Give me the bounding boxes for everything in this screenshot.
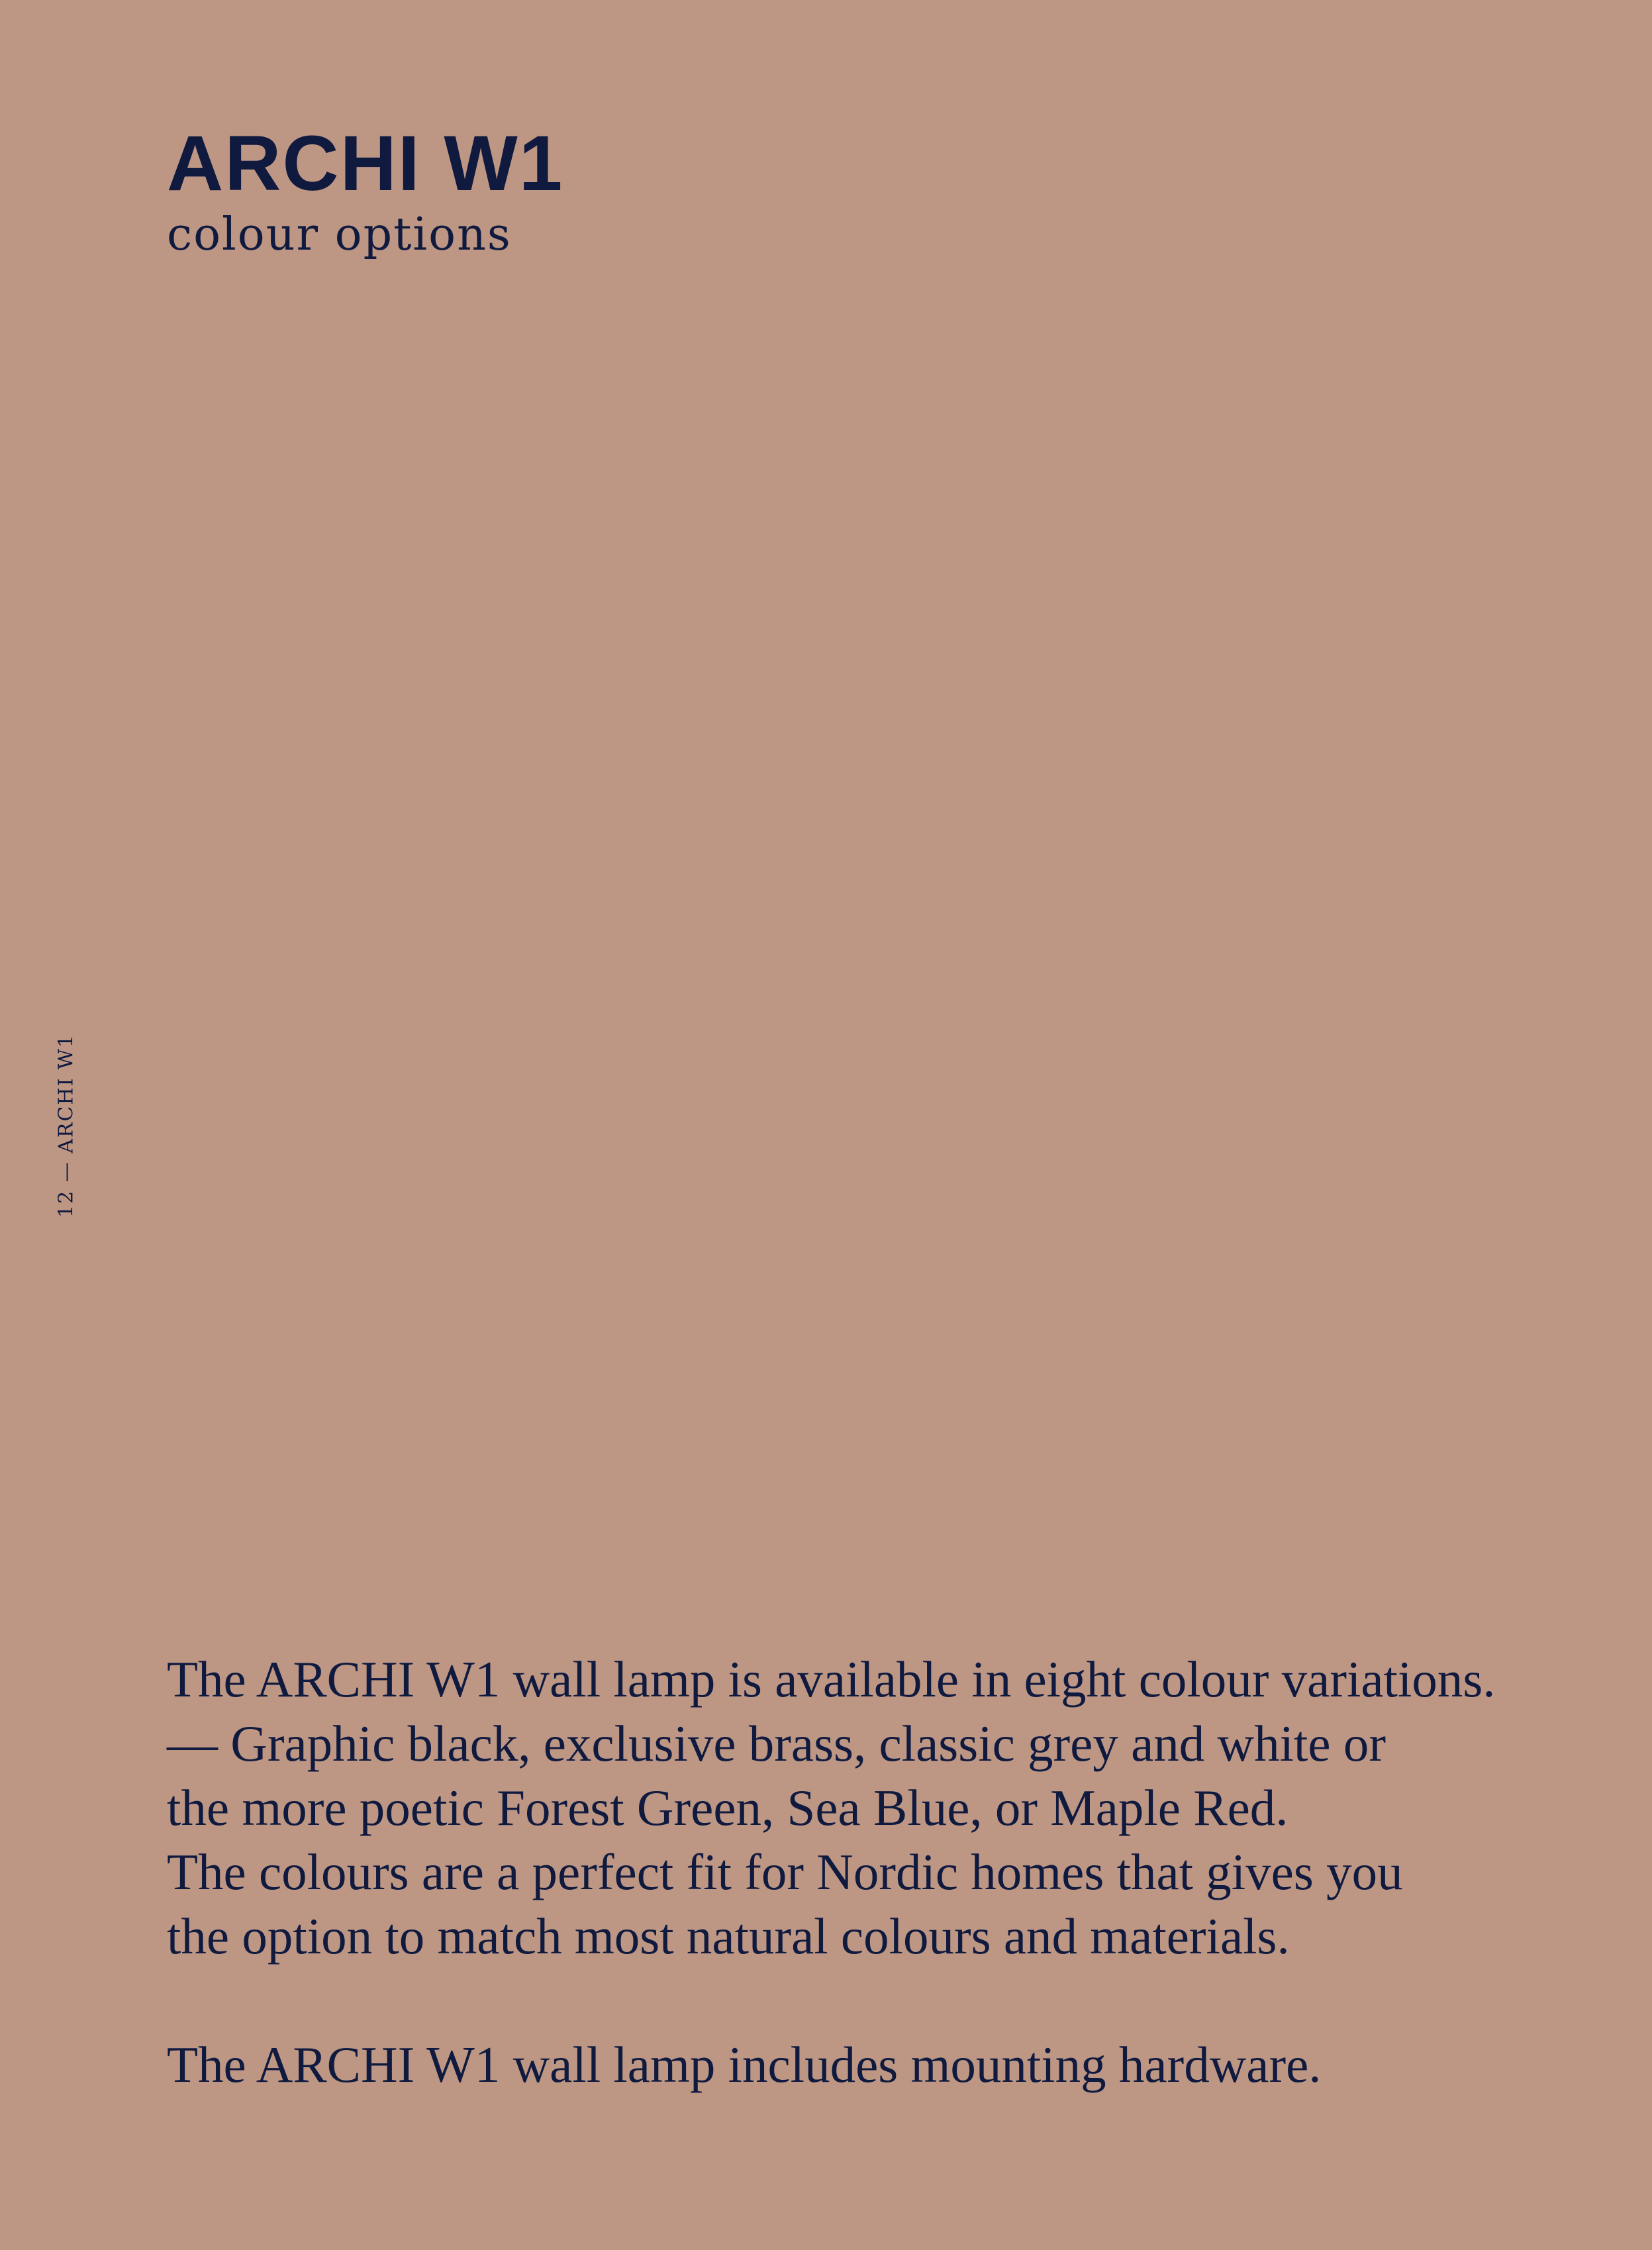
description-line: — Graphic black, exclusive brass, classic grey and white or [167,1715,1386,1772]
page-title: ARCHI W1 [167,120,564,207]
description-line: the option to match most natural colours and materials. [167,1908,1290,1965]
page-number-label: 12 — ARCHI W1 [54,1034,78,1218]
paragraph-spacer [167,1969,1624,2033]
description-block [167,1647,1624,2097]
description-line: The colours are a perfect fit for Nordic homes that gives you [167,1843,1403,1900]
page-subtitle: colour options [167,209,512,261]
description-line: the more poetic Forest Green, Sea Blue, or Maple Red. [167,1779,1288,1836]
description-line: The ARCHI W1 wall lamp is available in eight colour variations. [167,1651,1496,1708]
hardware-note: The ARCHI W1 wall lamp includes mounting hardware. [167,2036,1322,2093]
side-page-marker [40,1026,93,1225]
